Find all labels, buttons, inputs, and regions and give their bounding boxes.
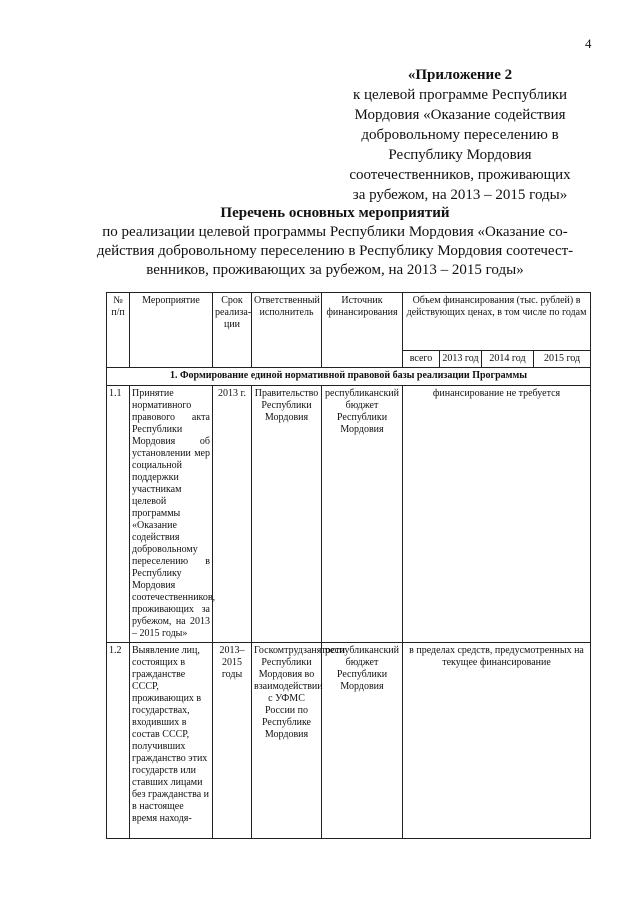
header-year-2014: 2014 год	[482, 351, 534, 368]
page-number: 4	[585, 36, 592, 51]
title-sub-line: венников, проживающих за рубежом, на 2013 – 2015 годы»	[146, 262, 524, 278]
row-funding: финансирование не требуется	[403, 386, 591, 643]
header-source: Источник финансирования	[322, 293, 403, 368]
row-source: республиканский бюджет Республики Мордовия	[322, 386, 403, 643]
title-main: Перечень основных мероприятий	[220, 205, 450, 221]
table-row	[107, 643, 591, 839]
header-measure: Мероприятие	[130, 293, 213, 368]
header-term: Срок реализа-ции	[213, 293, 252, 368]
appendix-line: Республику Мордовия	[388, 147, 532, 163]
row-funding: в пределах средств, предусмотренных на текущее финансирование	[403, 643, 591, 839]
appendix-line: за рубежом, на 2013 – 2015 годы»	[352, 187, 568, 203]
row-source: республиканский бюджет Республики Мордовия	[322, 643, 403, 839]
document-title	[40, 204, 630, 280]
row-responsible: Правительство Республики Мордовия	[252, 386, 322, 643]
appendix-block	[330, 65, 590, 205]
table-row	[107, 386, 591, 643]
appendix-line: к целевой программе Республики	[352, 87, 568, 103]
appendix-line: соотечественников, проживающих	[349, 167, 571, 183]
row-num: 1.1	[107, 386, 130, 643]
appendix-line: Мордовия «Оказание содействия	[354, 107, 566, 123]
row-measure: Выявление лиц, состоящих в гражданстве СССР, проживающих в государствах, входивших в состав СССР, получивших гражданство этих государств или ставших лицами без гражданства и в настоящее время находя-	[130, 643, 213, 839]
row-measure: Принятие нормативного правового акта Республики Мордовия об установлении мер социальной поддержки участникам целевой программы «Оказание содействия добровольному переселению в Республику Мордовия соотечественников, проживающих за рубежом, на 2013 – 2015 годы»	[130, 386, 213, 643]
header-funding: Объем финансирования (тыс. рублей) в действующих ценах, в том числе по годам	[403, 293, 591, 351]
header-year-2015: 2015 год	[534, 351, 591, 368]
appendix-heading: «Приложение 2	[407, 67, 513, 83]
section-heading: 1. Формирование единой нормативной правовой базы реализации Программы	[107, 368, 591, 386]
header-responsible: Ответственный исполнитель	[252, 293, 322, 368]
row-num: 1.2	[107, 643, 130, 839]
measures-table	[106, 292, 591, 839]
header-num: № п/п	[107, 293, 130, 368]
title-sub-line: по реализации целевой программы Республики Мордовия «Оказание со-	[102, 224, 568, 240]
row-responsible: Госкомтрудзанятости Республики Мордовия во взаимодействии с УФМС России по Республике Мордовия	[252, 643, 322, 839]
row-term: 2013– 2015 годы	[213, 643, 252, 839]
appendix-line: добровольному переселению в	[361, 127, 559, 143]
title-sub-line: действия добровольному переселению в Республику Мордовия соотечест-	[96, 243, 574, 259]
header-total: всего	[403, 351, 440, 368]
row-term: 2013 г.	[213, 386, 252, 643]
header-year-2013: 2013 год	[440, 351, 482, 368]
